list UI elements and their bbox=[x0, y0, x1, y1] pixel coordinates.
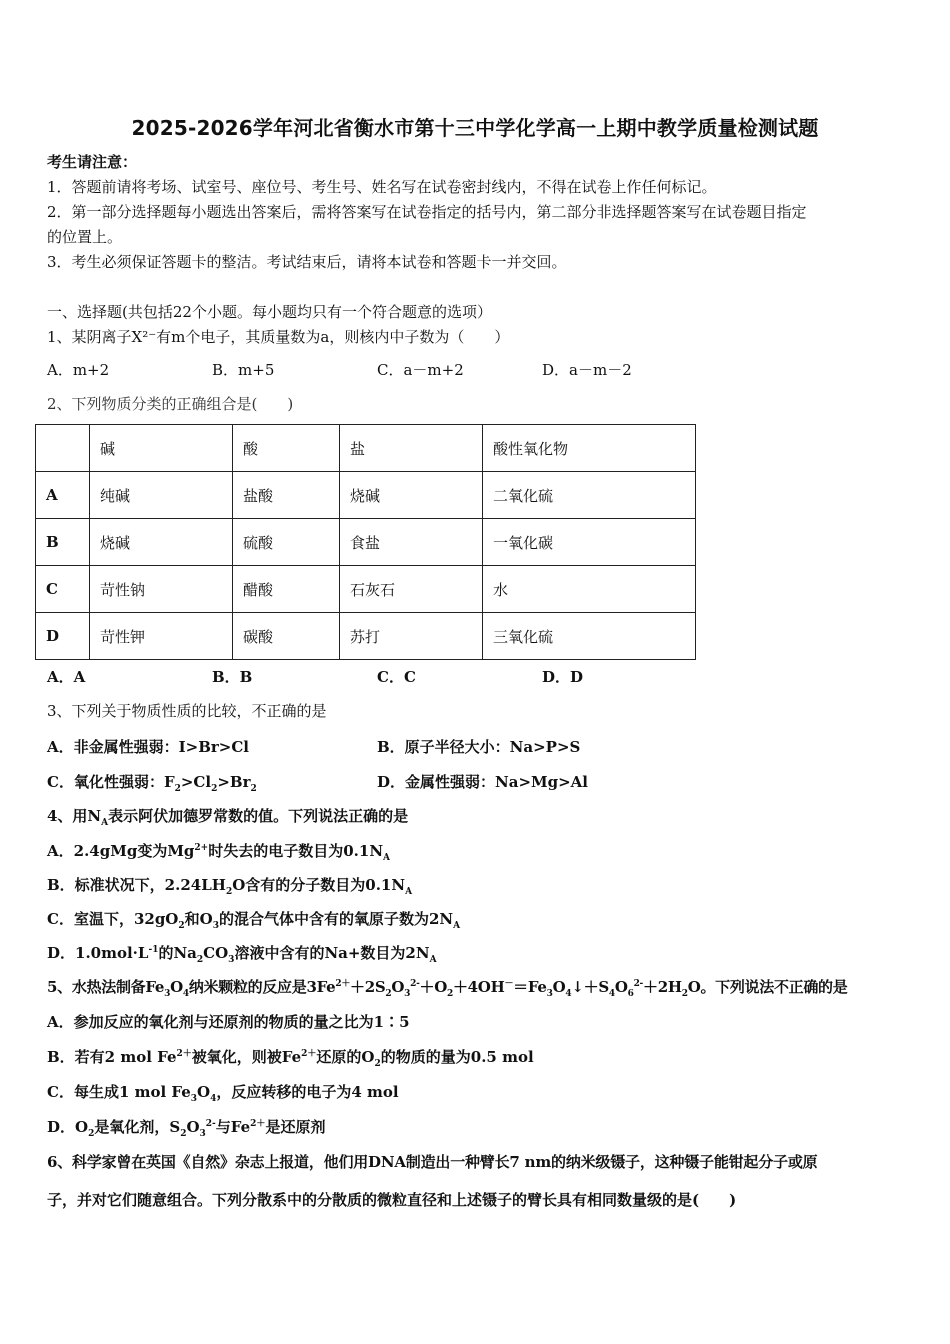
table-cell: A bbox=[36, 472, 90, 519]
notice-item-2: 2．第一部分选择题每小题选出答案后，需将答案写在试卷指定的括号内，第二部分非选择题答案写在试卷题目指定 bbox=[47, 203, 807, 221]
table-cell: 一氧化碳 bbox=[483, 519, 696, 566]
classification-table bbox=[35, 424, 696, 660]
q2-option-b: B．B bbox=[212, 668, 253, 686]
table-cell: 水 bbox=[483, 566, 696, 613]
q4-stem: 4、用$N_A$表示阿伏加德罗常数的值。下列说法正确的是 bbox=[47, 807, 409, 828]
q5-option-b: B．若有2 mol $Fe^{2+}$被氧化，则被$Fe^{2+}$还原的$O_2$的物质的量为0.5 mol bbox=[47, 1048, 534, 1069]
table-row bbox=[36, 519, 696, 566]
table-cell bbox=[36, 425, 90, 472]
q1-option-c: C．a－m+2 bbox=[377, 361, 464, 379]
table-cell: 盐酸 bbox=[233, 472, 340, 519]
q5-option-c: C．每生成1 mol $Fe_3O_4$，反应转移的电子为4 mol bbox=[47, 1083, 399, 1104]
q1-option-d: D．a－m－2 bbox=[542, 361, 632, 379]
table-cell: 烧碱 bbox=[340, 472, 483, 519]
table-cell: 三氧化硫 bbox=[483, 613, 696, 660]
table-cell: B bbox=[36, 519, 90, 566]
q1-option-a: A．m+2 bbox=[47, 361, 110, 379]
q4-option-b: B．标准状况下，$2.24LH_2O$含有的分子数目为$0.1N_A$ bbox=[47, 876, 413, 897]
q2-option-a: A．A bbox=[47, 668, 86, 686]
q2-option-c: C．C bbox=[377, 668, 416, 686]
notice-item-2-cont: 的位置上。 bbox=[47, 228, 123, 246]
table-header: 盐 bbox=[340, 425, 483, 472]
table-cell: 纯碱 bbox=[90, 472, 233, 519]
q5-option-a: A．参加反应的氧化剂与还原剂的物质的量之比为1∶5 bbox=[47, 1013, 410, 1031]
q6-stem-line1: 6、科学家曾在英国《自然》杂志上报道，他们用DNA制造出一种臂长7 nm的纳米级镊子，这种镊子能钳起分子或原 bbox=[47, 1153, 818, 1171]
table-cell: D bbox=[36, 613, 90, 660]
section-heading: 一、选择题(共包括22个小题。每小题均只有一个符合题意的选项） bbox=[47, 303, 492, 321]
notice-header: 考生请注意： bbox=[47, 153, 138, 171]
table-row bbox=[36, 613, 696, 660]
q6-stem-line2: 子，并对它们随意组合。下列分散系中的分散质的微粒直径和上述镊子的臂长具有相同数量级的是( ) bbox=[47, 1191, 737, 1209]
notice-item-1: 1．答题前请将考场、试室号、座位号、考生号、姓名写在试卷密封线内，不得在试卷上作任何标记。 bbox=[47, 178, 717, 196]
q4-option-c: C．室温下，$32gO_2$和$O_3$的混合气体中含有的氧原子数为$2N_A$ bbox=[47, 910, 461, 931]
table-header: 碱 bbox=[90, 425, 233, 472]
q3-option-d: D．金属性强弱：Na>Mg>Al bbox=[377, 773, 589, 791]
table-cell: 硫酸 bbox=[233, 519, 340, 566]
table-cell: 碳酸 bbox=[233, 613, 340, 660]
page-title: 2025-2026学年河北省衡水市第十三中学化学高一上期中教学质量检测试题 bbox=[131, 116, 819, 140]
table-cell: 苏打 bbox=[340, 613, 483, 660]
q2-option-d: D．D bbox=[542, 668, 584, 686]
table-row bbox=[36, 472, 696, 519]
q3-option-c: C．氧化性强弱：$F_2>Cl_2>Br_2$ bbox=[47, 773, 257, 794]
notice-item-3: 3．考生必须保证答题卡的整洁。考试结束后，请将本试卷和答题卡一并交回。 bbox=[47, 253, 567, 271]
q2-stem: 2、下列物质分类的正确组合是( ) bbox=[47, 395, 294, 413]
table-cell: 苛性钠 bbox=[90, 566, 233, 613]
table-cell: 食盐 bbox=[340, 519, 483, 566]
q5-option-d: D．$O_2$是氧化剂，$S_2O_3^{2-}$与$Fe^{2+}$是还原剂 bbox=[47, 1118, 326, 1139]
table-cell: 二氧化硫 bbox=[483, 472, 696, 519]
q4-option-d: D．$1.0mol\cdot L^{-1}$的$Na_2CO_3$溶液中含有的Na+数目为$2N_A$ bbox=[47, 944, 437, 965]
table-header-row bbox=[36, 425, 696, 472]
q3-option-a: A．非金属性强弱：I>Br>Cl bbox=[47, 738, 250, 756]
table-row bbox=[36, 566, 696, 613]
q5-stem: 5、水热法制备$Fe_3O_4$纳米颗粒的反应是$3Fe^{2+}+2S_2O_3^{2-}+O_2+4OH^-=Fe_3O_4↓+S_4O_6^{2-}+2H_2O$。下列说法不正确的是 bbox=[47, 978, 848, 999]
table-cell: 醋酸 bbox=[233, 566, 340, 613]
table-cell: 烧碱 bbox=[90, 519, 233, 566]
q3-stem: 3、下列关于物质性质的比较，不正确的是 bbox=[47, 702, 327, 720]
table-cell: 石灰石 bbox=[340, 566, 483, 613]
table-cell: C bbox=[36, 566, 90, 613]
table-cell: 苛性钾 bbox=[90, 613, 233, 660]
table-header: 酸 bbox=[233, 425, 340, 472]
q4-option-a: A．2.4gMg变为$Mg^{2+}$时失去的电子数目为$0.1N_A$ bbox=[47, 842, 391, 863]
q3-option-b: B．原子半径大小：Na>P>S bbox=[377, 738, 581, 756]
table-header: 酸性氧化物 bbox=[483, 425, 696, 472]
q1-option-b: B．m+5 bbox=[212, 361, 275, 379]
q1-stem: 1、某阴离子X²⁻有m个电子，其质量数为a，则核内中子数为（ ） bbox=[47, 328, 510, 346]
